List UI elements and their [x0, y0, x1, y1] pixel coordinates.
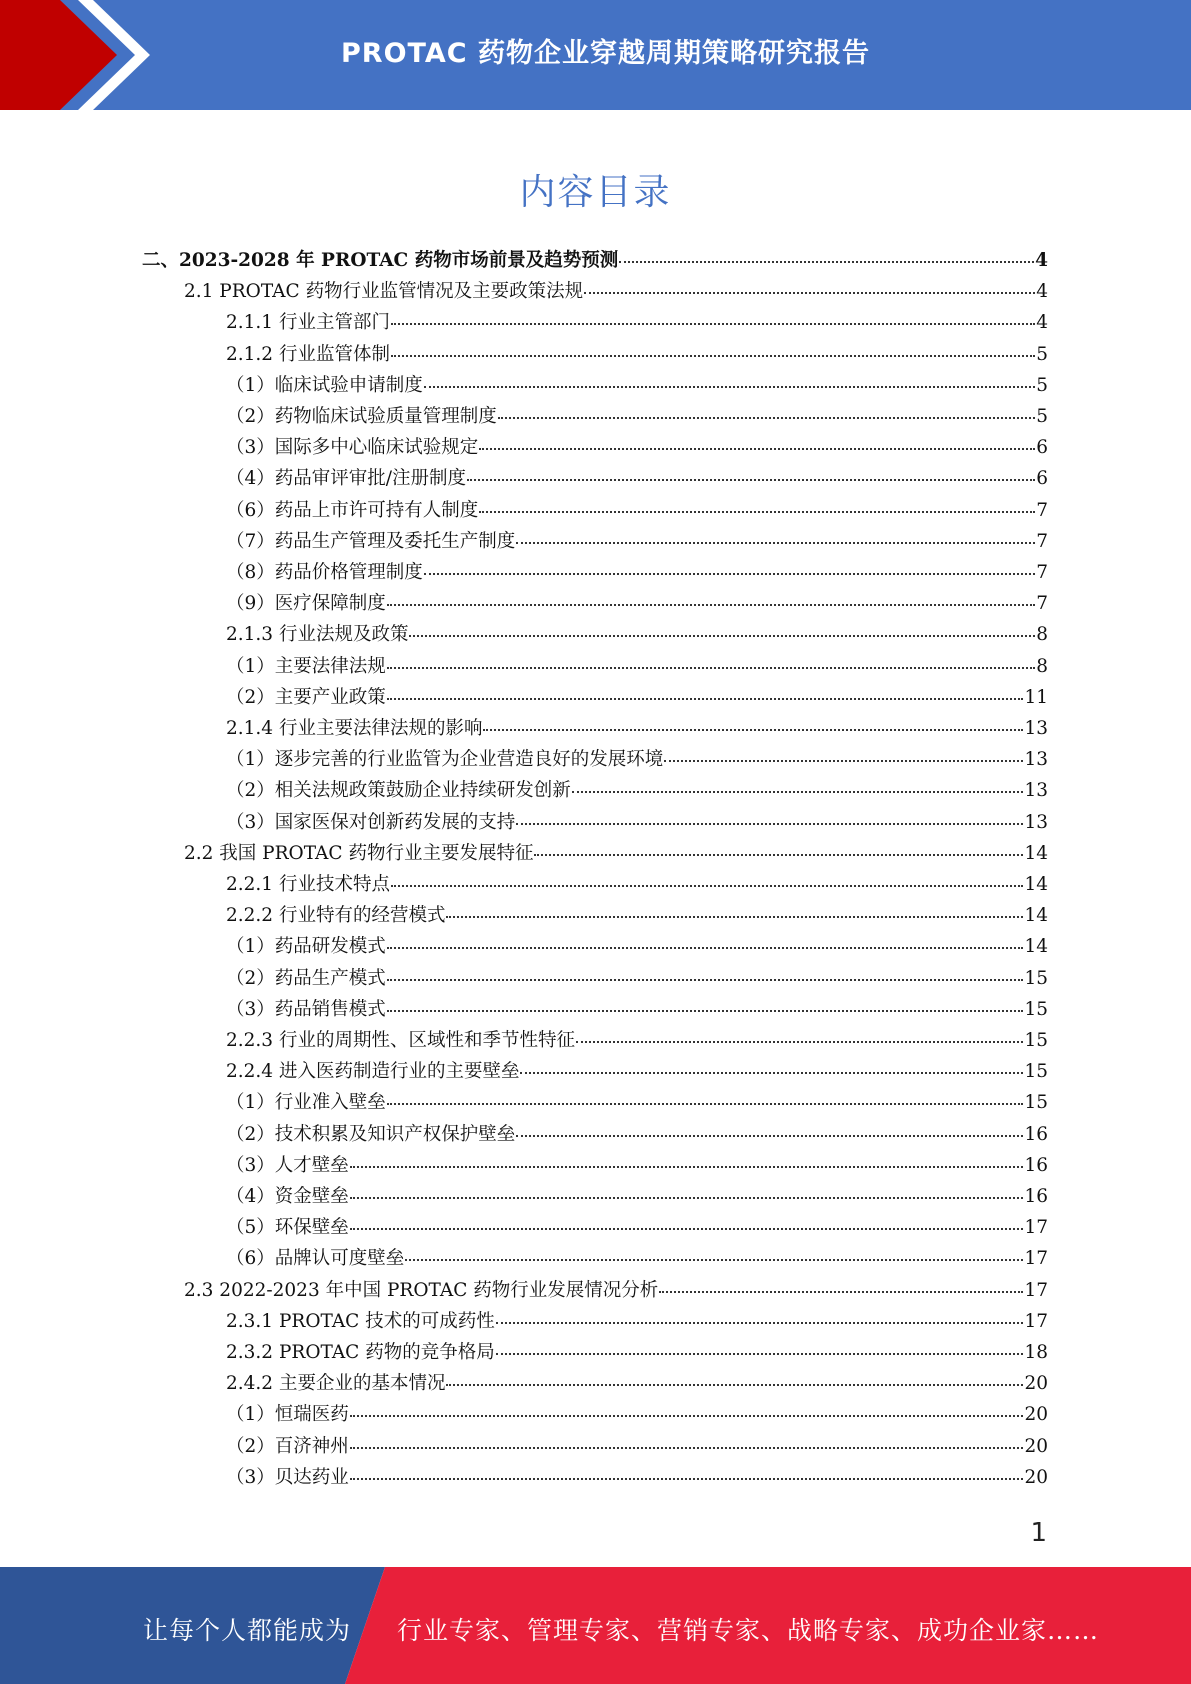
- toc-entry[interactable]: [142, 245, 1048, 276]
- toc-entry-page: 16: [1024, 1154, 1048, 1176]
- toc-entry[interactable]: [226, 713, 1048, 744]
- toc-entry[interactable]: [226, 526, 1048, 557]
- toc-leader-dots: [409, 635, 1035, 637]
- toc-entry-title: （2）药品生产模式: [226, 967, 386, 989]
- toc-entry-title: （3）贝达药业: [226, 1466, 349, 1488]
- toc-entry-page: 13: [1024, 811, 1048, 833]
- toc-leader-dots: [576, 1041, 1023, 1043]
- toc-leader-dots: [479, 511, 1035, 513]
- toc-leader-dots: [391, 885, 1023, 887]
- toc-leader-dots: [520, 1072, 1023, 1074]
- toc-entry[interactable]: [226, 994, 1048, 1025]
- toc-leader-dots: [350, 1447, 1024, 1449]
- toc-entry-page: 15: [1024, 1061, 1048, 1083]
- toc-entry[interactable]: [226, 432, 1048, 463]
- toc-entry[interactable]: [226, 963, 1048, 994]
- toc-entry-page: 11: [1024, 686, 1048, 708]
- toc-entry-page: 17: [1024, 1217, 1048, 1239]
- toc-leader-dots: [387, 698, 1024, 700]
- toc-entry-page: 7: [1036, 562, 1048, 583]
- toc-entry[interactable]: [226, 588, 1048, 619]
- toc-entry-title: （2）药物临床试验质量管理制度: [226, 406, 497, 427]
- toc-entry-page: 14: [1024, 905, 1048, 927]
- toc-entry[interactable]: [226, 651, 1048, 682]
- toc-entry[interactable]: [226, 807, 1048, 838]
- toc-leader-dots: [446, 916, 1023, 918]
- toc-leader-dots: [350, 1166, 1024, 1168]
- toc-entry-title: 2.1.4 行业主要法律法规的影响: [226, 718, 483, 739]
- toc-entry-title: （3）国际多中心临床试验规定: [226, 437, 479, 459]
- toc-entry-page: 7: [1036, 499, 1048, 521]
- toc-entry-page: 4: [1036, 312, 1048, 334]
- toc-entry[interactable]: [226, 1087, 1048, 1118]
- toc-entry[interactable]: [226, 775, 1048, 806]
- footer-slogan-right: 行业专家、管理专家、营销专家、战略专家、成功企业家……: [397, 1616, 1100, 1645]
- toc-entry-title: 2.1.2 行业监管体制: [226, 343, 390, 365]
- toc-entry-title: （1）临床试验申请制度: [226, 374, 423, 396]
- toc-entry-title: 2.3 2022-2023 年中国 PROTAC 药物行业发展情况分析: [184, 1279, 659, 1301]
- toc-entry-page: 13: [1024, 718, 1048, 739]
- toc-leader-dots: [350, 1228, 1024, 1230]
- toc-entry-title: 2.1.1 行业主管部门: [226, 312, 390, 334]
- toc-entry-page: 14: [1024, 842, 1048, 864]
- toc-entry[interactable]: [226, 869, 1048, 900]
- toc-entry[interactable]: [226, 1431, 1048, 1462]
- toc-entry[interactable]: [226, 1399, 1048, 1430]
- toc-entry-page: 4: [1035, 250, 1048, 271]
- toc-leader-dots: [483, 729, 1023, 731]
- toc-entry-title: 2.2.1 行业技术特点: [226, 874, 390, 895]
- toc-entry-title: （3）药品销售模式: [226, 998, 386, 1020]
- toc-leader-dots: [496, 1353, 1024, 1355]
- toc-entry[interactable]: [226, 744, 1048, 775]
- toc-entry-page: 20: [1024, 1373, 1048, 1395]
- toc-leader-dots: [350, 1415, 1024, 1417]
- toc-entry[interactable]: [226, 1181, 1048, 1212]
- toc-entry[interactable]: [226, 370, 1048, 401]
- toc-entry-page: 8: [1036, 655, 1048, 677]
- toc-entry[interactable]: [226, 1368, 1048, 1399]
- toc-entry-title: 2.2.4 进入医药制造行业的主要壁垒: [226, 1061, 520, 1083]
- toc-entry-page: 20: [1024, 1466, 1048, 1488]
- toc-entry-title: （7）药品生产管理及委托生产制度: [226, 530, 516, 552]
- toc-entry[interactable]: [184, 276, 1048, 307]
- page-footer: [0, 1567, 1191, 1684]
- toc-entry-title: 2.1.3 行业法规及政策: [226, 624, 409, 646]
- toc-entry-page: 7: [1036, 593, 1048, 615]
- toc-entry-title: 二、2023-2028 年 PROTAC 药物市场前景及趋势预测: [142, 250, 619, 271]
- toc-entry-page: 5: [1036, 406, 1048, 427]
- toc-leader-dots: [387, 667, 1035, 669]
- toc-leader-dots: [424, 386, 1035, 388]
- toc-entry[interactable]: [226, 307, 1048, 338]
- toc-entry-page: 4: [1036, 281, 1048, 303]
- toc-entry-title: （6）药品上市许可持有人制度: [226, 499, 479, 521]
- toc-entry[interactable]: [184, 1275, 1048, 1306]
- toc-leader-dots: [405, 1259, 1023, 1261]
- toc-leader-dots: [664, 760, 1023, 762]
- toc-leader-dots: [516, 823, 1023, 825]
- toc-entry-title: （1）逐步完善的行业监管为企业营造良好的发展环境: [226, 749, 664, 771]
- toc-entry[interactable]: [226, 1243, 1048, 1274]
- toc-entry[interactable]: [226, 339, 1048, 370]
- footer-slogan-left: 让每个人都能成为: [143, 1616, 352, 1645]
- toc-entry-title: （2）主要产业政策: [226, 686, 386, 708]
- toc-entry[interactable]: [226, 1337, 1048, 1368]
- toc-entry-page: 16: [1024, 1123, 1048, 1145]
- toc-entry-title: （2）技术积累及知识产权保护壁垒: [226, 1123, 516, 1145]
- toc-leader-dots: [391, 323, 1035, 325]
- toc-entry-page: 17: [1024, 1310, 1048, 1332]
- toc-entry-page: 15: [1024, 998, 1048, 1020]
- toc-entry[interactable]: [226, 1462, 1048, 1493]
- toc-leader-dots: [391, 355, 1035, 357]
- toc-entry-title: （5）环保壁垒: [226, 1217, 349, 1239]
- toc-leader-dots: [534, 854, 1023, 856]
- toc-entry[interactable]: [226, 1212, 1048, 1243]
- toc-entry[interactable]: [226, 619, 1048, 650]
- toc-leader-dots: [350, 1478, 1024, 1480]
- toc-leader-dots: [387, 604, 1035, 606]
- toc-entry-title: 2.1 PROTAC 药物行业监管情况及主要政策法规: [184, 281, 584, 303]
- toc-entry-page: 20: [1024, 1404, 1048, 1426]
- toc-entry[interactable]: [226, 931, 1048, 962]
- toc-leader-dots: [516, 1135, 1023, 1137]
- toc-leader-dots: [659, 1291, 1023, 1293]
- toc-entry-title: （1）行业准入壁垒: [226, 1092, 386, 1114]
- toc-entry-title: 2.4.2 主要企业的基本情况: [226, 1373, 446, 1395]
- toc-entry[interactable]: [226, 557, 1048, 588]
- toc-entry-title: 2.3.2 PROTAC 药物的竞争格局: [226, 1342, 495, 1363]
- toc-entry-page: 13: [1024, 749, 1048, 771]
- toc-entry[interactable]: [226, 1306, 1048, 1337]
- toc-entry-page: 15: [1024, 1030, 1048, 1051]
- toc-entry[interactable]: [226, 1119, 1048, 1150]
- toc-entry-page: 14: [1024, 936, 1048, 958]
- toc-entry-page: 17: [1024, 1248, 1048, 1270]
- toc-entry-title: （4）药品审评审批/注册制度: [226, 468, 467, 490]
- toc-entry[interactable]: [226, 401, 1048, 432]
- toc-entry-page: 6: [1036, 437, 1048, 459]
- toc-entry-page: 8: [1036, 624, 1048, 646]
- toc-entry-title: 2.2.3 行业的周期性、区域性和季节性特征: [226, 1030, 575, 1051]
- toc-leader-dots: [350, 1197, 1024, 1199]
- toc-leader-dots: [619, 261, 1034, 263]
- toc-entry-title: （3）国家医保对创新药发展的支持: [226, 811, 516, 833]
- page-header: [0, 0, 1191, 110]
- toc-entry-title: （4）资金壁垒: [226, 1186, 349, 1207]
- toc-entry-page: 15: [1024, 967, 1048, 989]
- toc-entry[interactable]: [226, 900, 1048, 931]
- toc-leader-dots: [446, 1384, 1023, 1386]
- toc-leader-dots: [498, 417, 1035, 419]
- toc-entry-title: （8）药品价格管理制度: [226, 562, 423, 583]
- toc-entry-title: （1）主要法律法规: [226, 655, 386, 677]
- toc-entry-title: （2）相关法规政策鼓励企业持续研发创新: [226, 780, 571, 802]
- toc-leader-dots: [424, 573, 1035, 575]
- toc-leader-dots: [479, 448, 1035, 450]
- toc-entry-title: （6）品牌认可度壁垒: [226, 1248, 405, 1270]
- toc-entry-page: 14: [1024, 874, 1048, 895]
- toc-entry[interactable]: [226, 1150, 1048, 1181]
- toc-leader-dots: [387, 1103, 1024, 1105]
- toc-entry-page: 18: [1024, 1342, 1048, 1363]
- toc-leader-dots: [584, 292, 1035, 294]
- toc-entry[interactable]: [226, 463, 1048, 494]
- toc-entry-title: （1）恒瑞医药: [226, 1404, 349, 1426]
- toc-leader-dots: [572, 791, 1024, 793]
- toc-entry[interactable]: [226, 1025, 1048, 1056]
- toc-entry[interactable]: [184, 838, 1048, 869]
- toc-leader-dots: [387, 979, 1024, 981]
- toc-entry-title: （9）医疗保障制度: [226, 593, 386, 615]
- toc-entry[interactable]: [226, 682, 1048, 713]
- toc-entry-page: 5: [1036, 343, 1048, 365]
- toc-entry-page: 15: [1024, 1092, 1048, 1114]
- toc-entry-page: 6: [1036, 468, 1048, 490]
- toc-entry[interactable]: [226, 495, 1048, 526]
- toc-leader-dots: [467, 479, 1035, 481]
- toc-entry-title: 2.3.1 PROTAC 技术的可成药性: [226, 1310, 495, 1332]
- toc-heading: 内容目录: [519, 172, 672, 213]
- toc-leader-dots: [516, 542, 1035, 544]
- toc-leader-dots: [387, 947, 1024, 949]
- page-number: 1: [1030, 1518, 1047, 1548]
- toc-entry-title: （1）药品研发模式: [226, 936, 386, 958]
- toc-entry[interactable]: [226, 1056, 1048, 1087]
- toc-entry-title: （3）人才壁垒: [226, 1154, 349, 1176]
- toc-leader-dots: [387, 1010, 1024, 1012]
- toc-entry-title: 2.2.2 行业特有的经营模式: [226, 905, 446, 927]
- toc-entry-page: 13: [1024, 780, 1048, 802]
- toc-entry-title: 2.2 我国 PROTAC 药物行业主要发展特征: [184, 842, 534, 864]
- report-title: PROTAC 药物企业穿越周期策略研究报告: [341, 38, 870, 69]
- toc-entry-title: （2）百济神州: [226, 1435, 349, 1457]
- toc-leader-dots: [496, 1322, 1024, 1324]
- toc-entry-page: 5: [1036, 374, 1048, 396]
- toc-entry-page: 16: [1024, 1186, 1048, 1207]
- toc-entry-page: 20: [1024, 1435, 1048, 1457]
- toc-entry-page: 17: [1024, 1279, 1048, 1301]
- toc-entry-page: 7: [1036, 530, 1048, 552]
